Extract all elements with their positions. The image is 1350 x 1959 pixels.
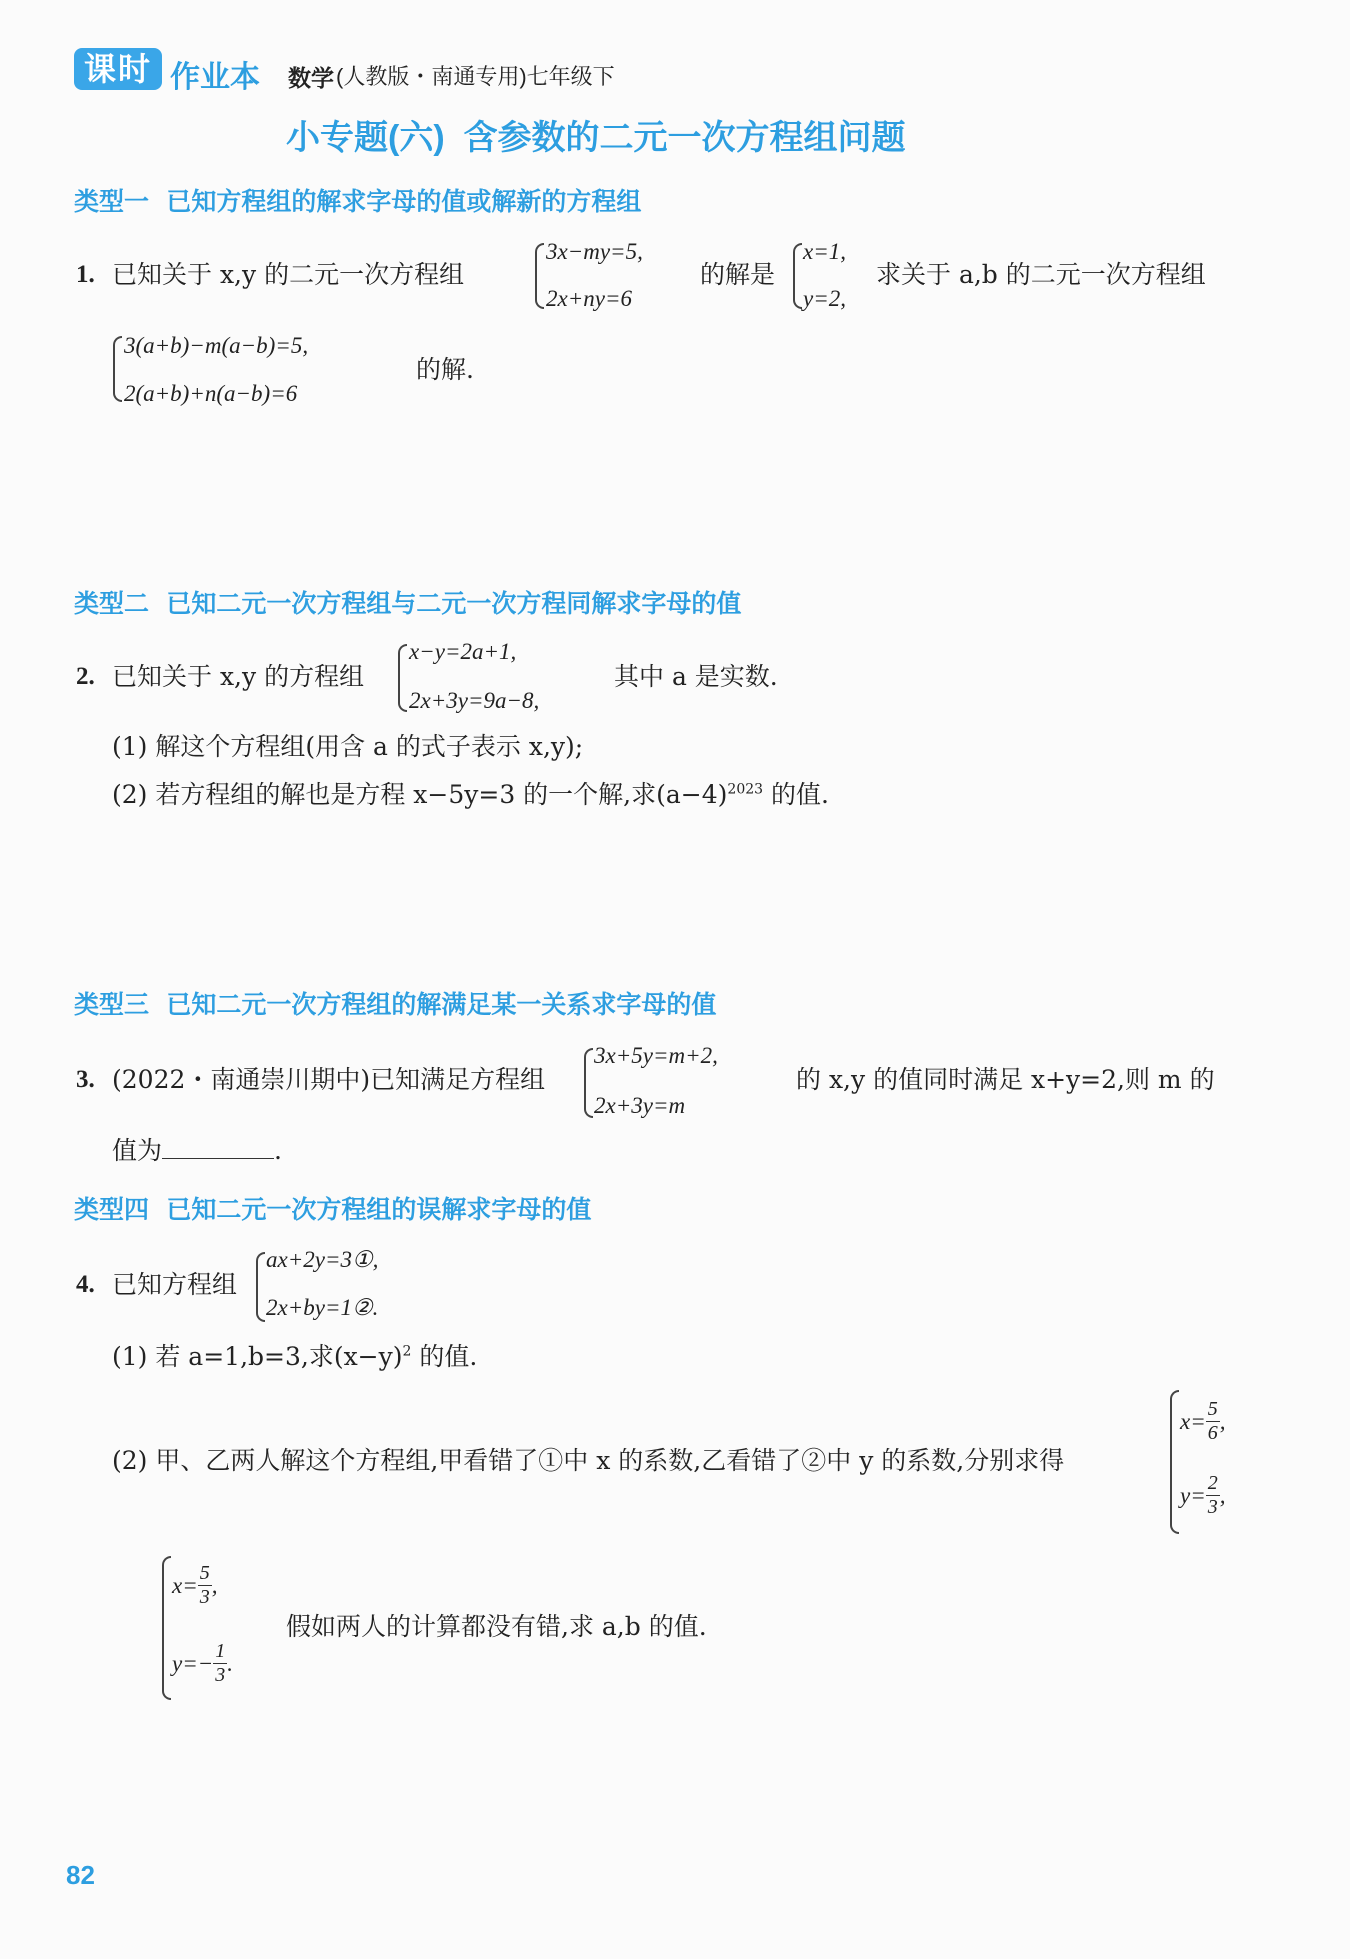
sub-question: (2) 甲、乙两人解这个方程组,甲看错了①中 x 的系数,乙看错了②中 y 的系数,分别求得 [112, 1446, 1065, 1475]
question-text: 假如两人的计算都没有错,求 a,b 的值. [286, 1612, 707, 1641]
equation-line: 3(a+b)−m(a−b)=5, [124, 333, 309, 358]
equation-brace [113, 336, 122, 402]
section-heading-1: 类型一 已知方程组的解求字母的值或解新的方程组 [74, 187, 642, 216]
section-heading-3: 类型三 已知二元一次方程组的解满足某一关系求字母的值 [74, 990, 717, 1019]
page-title: 小专题(六) 含参数的二元一次方程组问题 [286, 119, 906, 157]
equation-text: x= [172, 1573, 198, 1598]
equation-brace [793, 243, 802, 309]
question-text: 已知关于 x,y 的方程组 [112, 662, 365, 691]
equation-line: 3x+5y=m+2, [594, 1043, 718, 1068]
question-text: (2022・南通崇川期中)已知满足方程组 [112, 1065, 546, 1094]
equation-text: y= [1180, 1483, 1206, 1508]
equation-line: x−y=2a+1, [409, 639, 517, 664]
equation-brace [256, 1252, 265, 1322]
solution-line [1180, 1472, 1225, 1519]
fraction [1206, 1398, 1220, 1445]
equation-brace [535, 243, 544, 309]
logo: 课时 [74, 48, 162, 90]
solution-brace [162, 1556, 171, 1700]
denominator: 3 [199, 1586, 210, 1608]
equation-line: 2x+3y=9a−8, [409, 688, 540, 713]
numerator: 5 [1207, 1398, 1218, 1420]
sub-question-text: 的值. [763, 780, 829, 809]
numerator: 2 [1207, 1472, 1218, 1494]
equation-text: x= [1180, 1409, 1206, 1434]
question-number: 3. [76, 1066, 95, 1093]
brand: 作业本 [170, 61, 260, 94]
solution-line [1180, 1398, 1225, 1445]
period: . [227, 1651, 233, 1676]
equation-brace [584, 1048, 593, 1118]
sub-question-text: (2) 若方程组的解也是方程 x−5y=3 的一个解,求(a−4) [112, 780, 728, 809]
section-heading-2: 类型二 已知二元一次方程组与二元一次方程同解求字母的值 [74, 589, 742, 618]
equation-line: x=1, [803, 239, 846, 264]
answer-blank[interactable] [162, 1136, 274, 1159]
question-text-part: . [274, 1136, 282, 1165]
sub-question-text: (1) 若 a=1,b=3,求(x−y) [112, 1342, 403, 1371]
equation-line: 2x+by=1②. [266, 1295, 379, 1320]
sub-question [112, 782, 829, 807]
question-text: 的解. [416, 355, 474, 384]
denominator: 3 [1207, 1496, 1218, 1518]
equation-line: 2x+ny=6 [546, 286, 632, 311]
question-number: 2. [76, 663, 95, 690]
page-number: 82 [66, 1860, 95, 1890]
edition: (人教版・南通专用)七年级下 [336, 64, 615, 89]
exponent: 2 [402, 1343, 412, 1360]
denominator: 6 [1207, 1422, 1218, 1444]
fraction [1206, 1472, 1220, 1519]
sub-question-text: 的值. [411, 1342, 478, 1371]
question-number: 4. [76, 1271, 95, 1298]
numerator: 1 [215, 1640, 226, 1662]
comma: , [211, 1573, 218, 1598]
question-number: 1. [76, 261, 95, 288]
equation-line: 3x−my=5, [546, 239, 643, 264]
subject: 数学 [288, 65, 334, 91]
question-text: 已知关于 x,y 的二元一次方程组 [112, 260, 465, 289]
question-text: 其中 a 是实数. [614, 662, 778, 691]
equation-brace [398, 644, 407, 712]
equation-line: 2x+3y=m [594, 1093, 686, 1118]
question-text [112, 1136, 282, 1163]
solution-brace [1170, 1390, 1179, 1534]
fraction [213, 1640, 227, 1687]
equation-line: y=2, [803, 286, 846, 311]
equation-line: ax+2y=3①, [266, 1247, 379, 1272]
sub-question: (1) 解这个方程组(用含 a 的式子表示 x,y); [112, 732, 584, 761]
equation-line: 2(a+b)+n(a−b)=6 [124, 381, 298, 406]
exponent: 2023 [727, 781, 764, 798]
question-text: 已知方程组 [112, 1270, 238, 1299]
question-text: 求关于 a,b 的二元一次方程组 [876, 260, 1206, 289]
denominator: 3 [215, 1664, 226, 1686]
question-text: 的解是 [700, 260, 776, 289]
comma: , [1219, 1483, 1226, 1508]
section-heading-4: 类型四 已知二元一次方程组的误解求字母的值 [74, 1195, 592, 1224]
question-text-part: 值为 [112, 1136, 163, 1165]
fraction [198, 1562, 212, 1609]
question-text: 的 x,y 的值同时满足 x+y=2,则 m 的 [796, 1065, 1215, 1094]
solution-line [172, 1640, 233, 1687]
solution-line [172, 1562, 217, 1609]
equation-text: y=− [172, 1651, 214, 1676]
sub-question [112, 1344, 477, 1369]
comma: , [1219, 1409, 1226, 1434]
numerator: 5 [199, 1562, 210, 1584]
